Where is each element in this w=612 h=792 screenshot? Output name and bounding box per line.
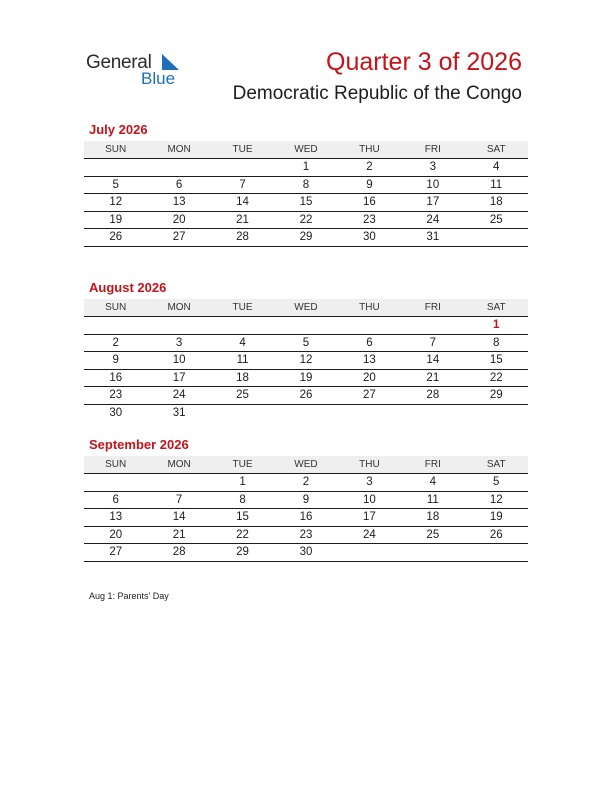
weekday-label: WED	[294, 144, 318, 155]
weekday-label: SAT	[486, 302, 506, 313]
month-september	[84, 436, 528, 562]
day-cell: 8	[239, 493, 246, 506]
day-cell	[338, 544, 401, 561]
day-cell: 16	[299, 511, 313, 523]
month-july	[84, 121, 528, 247]
day-cell: 12	[109, 196, 123, 208]
day-cell	[465, 544, 528, 561]
country-name: Democratic Republic of the Congo	[232, 83, 522, 104]
day-cell: 21	[236, 213, 249, 226]
day-cell: 16	[363, 196, 376, 208]
day-cell: 28	[172, 546, 186, 558]
day-cell: 8	[493, 336, 500, 349]
month-august	[84, 279, 528, 421]
day-cell	[211, 159, 274, 176]
day-cell: 7	[239, 178, 246, 191]
day-cell: 17	[363, 511, 376, 523]
day-cell	[147, 474, 210, 491]
weekday-label: FRI	[424, 302, 441, 313]
day-cell	[338, 317, 401, 334]
day-cell: 8	[302, 178, 310, 191]
day-cell: 29	[236, 546, 249, 558]
day-cell: 26	[109, 231, 123, 243]
weekday-label: THU	[359, 144, 380, 155]
day-cell: 11	[490, 178, 503, 191]
day-cell: 20	[109, 528, 123, 541]
day-cell: 1	[302, 161, 310, 173]
day-cell: 24	[426, 213, 440, 226]
day-cell	[401, 317, 464, 334]
week-row	[84, 177, 528, 195]
day-cell: 29	[489, 389, 503, 401]
day-cell: 5	[302, 336, 310, 349]
day-cell: 30	[109, 406, 123, 419]
day-cell: 13	[109, 511, 123, 523]
day-cell	[274, 405, 337, 422]
day-cell: 20	[363, 371, 376, 384]
week-row	[84, 527, 528, 545]
day-cell: 10	[363, 493, 376, 506]
day-cell: 17	[172, 371, 186, 384]
day-cell: 6	[175, 178, 183, 191]
weekday-label: MON	[167, 144, 191, 155]
day-cell: 23	[109, 389, 123, 401]
week-row	[84, 370, 528, 388]
day-cell: 14	[236, 196, 249, 208]
day-cell: 18	[489, 196, 503, 208]
day-cell: 17	[426, 196, 440, 208]
week-row	[84, 352, 528, 370]
day-cell: 15	[236, 511, 249, 523]
day-cell	[84, 474, 147, 491]
day-cell: 9	[112, 354, 119, 366]
day-cell	[401, 544, 464, 561]
day-cell	[147, 159, 210, 176]
day-cell: 9	[366, 178, 373, 191]
day-cell	[401, 405, 464, 422]
day-cell	[211, 317, 274, 334]
day-cell: 2	[366, 161, 373, 173]
day-cell	[84, 159, 147, 176]
day-cell: 2	[302, 476, 310, 488]
day-cell: 26	[299, 389, 313, 401]
day-cell: 27	[172, 231, 186, 243]
logo-text-blue: Blue	[141, 69, 176, 88]
day-cell: 13	[172, 196, 186, 208]
day-cell: 26	[489, 528, 503, 541]
month-title: August 2026	[89, 280, 167, 295]
day-cell: 30	[299, 546, 313, 558]
day-cell: 25	[489, 213, 503, 226]
day-cell: 15	[489, 354, 503, 366]
day-cell: 21	[426, 371, 440, 384]
generalblue-logo	[86, 50, 196, 90]
page-title: Quarter 3 of 2026	[326, 48, 522, 76]
day-cell: 1	[239, 476, 246, 488]
day-cell: 28	[426, 389, 440, 401]
month-title: September 2026	[89, 437, 189, 452]
week-row	[84, 405, 528, 422]
weekday-label: SAT	[486, 144, 506, 155]
week-row	[84, 387, 528, 405]
day-cell: 13	[363, 354, 376, 366]
day-cell: 2	[112, 336, 119, 349]
day-cell: 12	[299, 354, 313, 366]
day-cell: 27	[109, 546, 123, 558]
weekday-header-row	[84, 141, 528, 159]
weekday-label: FRI	[424, 144, 441, 155]
day-cell: 10	[172, 354, 186, 366]
week-row	[84, 229, 528, 247]
week-row	[84, 492, 528, 510]
day-cell: 23	[299, 528, 313, 541]
day-cell: 5	[112, 178, 119, 191]
day-cell: 7	[429, 336, 437, 349]
day-cell: 15	[299, 196, 313, 208]
weekday-label: FRI	[424, 459, 441, 470]
weekday-label: THU	[359, 459, 380, 470]
weekday-label: MON	[167, 459, 191, 470]
weekday-label: SAT	[486, 459, 506, 470]
weekday-label: TUE	[232, 459, 253, 470]
week-row	[84, 544, 528, 562]
weekday-label: SUN	[105, 459, 127, 470]
day-cell: 22	[489, 371, 503, 384]
day-cell: 10	[426, 178, 440, 191]
day-cell: 5	[493, 476, 500, 488]
day-cell: 7	[175, 493, 183, 506]
day-cell: 9	[302, 493, 310, 506]
day-cell: 23	[363, 213, 376, 226]
weekday-label: TUE	[232, 144, 253, 155]
day-cell: 30	[363, 231, 376, 243]
weekday-label: SUN	[105, 302, 127, 313]
day-cell: 3	[175, 336, 183, 349]
day-cell	[465, 405, 528, 422]
weekday-label: WED	[294, 302, 318, 313]
weekday-label: TUE	[232, 302, 253, 313]
day-cell: 29	[299, 231, 313, 243]
week-row	[84, 335, 528, 353]
weekday-label: SUN	[105, 144, 127, 155]
week-row	[84, 474, 528, 492]
day-cell: 18	[426, 511, 440, 523]
day-cell: 4	[429, 476, 437, 488]
day-cell	[465, 229, 528, 246]
day-cell: 14	[426, 354, 440, 366]
day-cell	[84, 317, 147, 334]
day-cell: 11	[426, 493, 439, 506]
holiday-note: Aug 1: Parents’ Day	[89, 591, 169, 601]
day-cell	[211, 405, 274, 422]
day-cell: 20	[172, 213, 186, 226]
weekday-label: MON	[167, 302, 191, 313]
day-cell: 25	[236, 389, 249, 401]
day-cell: 22	[236, 528, 249, 541]
logo-text-general: General	[86, 52, 152, 73]
day-cell: 4	[493, 161, 500, 173]
day-cell: 22	[299, 213, 313, 226]
day-cell: 16	[109, 371, 123, 384]
day-cell	[147, 317, 210, 334]
week-row	[84, 194, 528, 212]
day-cell: 4	[239, 336, 246, 349]
day-cell: 6	[112, 493, 119, 506]
day-cell: 25	[426, 528, 440, 541]
week-row	[84, 317, 528, 335]
day-cell: 18	[236, 371, 249, 384]
month-title: July 2026	[89, 122, 148, 137]
week-row	[84, 212, 528, 230]
day-cell: 11	[236, 354, 249, 366]
weekday-header-row	[84, 456, 528, 474]
day-cell: 3	[366, 476, 373, 488]
day-cell: 6	[366, 336, 373, 349]
day-cell: 14	[172, 511, 186, 523]
day-cell: 19	[489, 511, 503, 523]
day-cell: 24	[172, 389, 186, 401]
weekday-header-row	[84, 299, 528, 317]
day-cell	[274, 317, 337, 334]
day-cell: 27	[363, 389, 376, 401]
day-cell: 1	[493, 319, 500, 331]
day-cell: 3	[429, 161, 437, 173]
day-cell: 24	[363, 528, 376, 541]
day-cell: 12	[489, 493, 503, 506]
week-row	[84, 159, 528, 177]
day-cell: 28	[236, 231, 249, 243]
week-row	[84, 509, 528, 527]
day-cell: 19	[109, 213, 123, 226]
day-cell: 31	[426, 231, 440, 243]
day-cell: 21	[172, 528, 186, 541]
weekday-label: WED	[294, 459, 318, 470]
day-cell: 31	[172, 406, 186, 419]
day-cell: 19	[299, 371, 313, 384]
day-cell	[338, 405, 401, 422]
weekday-label: THU	[359, 302, 380, 313]
